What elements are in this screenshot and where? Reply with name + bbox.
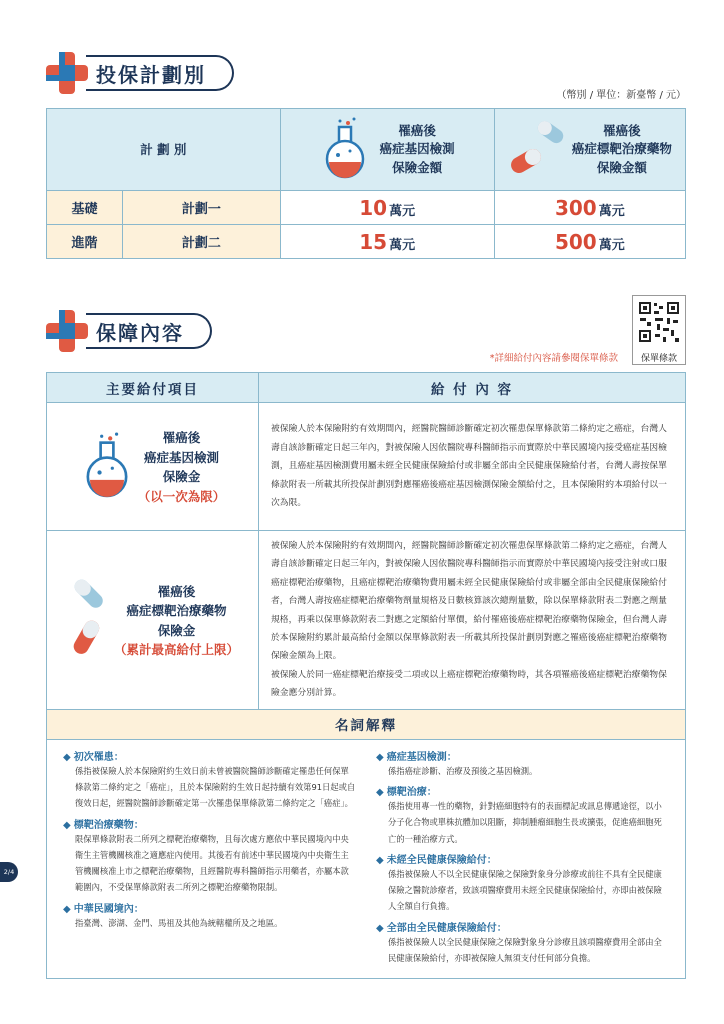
content-col-header: 給 付 內 容	[259, 373, 686, 403]
diamond-bullet-icon: ◆	[63, 751, 71, 763]
plan-name-cell: 計劃二	[123, 225, 281, 259]
diamond-bullet-icon: ◆	[376, 854, 384, 866]
term-item: ◆ 標靶治療： 係指使用專一性的藥物，針對癌細胞特有的表面標記或訊息傳遞途徑，以小分子化合物或單株抗體加以阻斷，抑制腫瘤細胞生長或擴張，促進癌細胞死亡的一種治療方式。	[376, 786, 662, 844]
page-number-tab: 2/4	[0, 862, 18, 882]
health-cross-icon	[44, 308, 90, 354]
terms-left-column	[63, 748, 356, 971]
term-item: ◆ 未經全民健康保險給付： 係指被保險人不以全民健康保險之保險對象身分診療或前往不具有全民健康保險之醫院診療者，致該項醫療費用未經全民健康保險給付，亦即由被保險人全額自行負擔。	[376, 854, 662, 912]
table-row	[47, 531, 686, 710]
tier-cell: 基礎	[47, 191, 123, 225]
diamond-bullet-icon: ◆	[376, 922, 384, 934]
term-item: ◆ 全部由全民健康保險給付： 係指被保險人以全民健康保險之保險對象身分診療且該項醫療費用全部由全民健康保險給付，亦即被保險人無須支付任何部分負擔。	[376, 922, 662, 964]
diamond-bullet-icon: ◆	[376, 751, 384, 763]
term-item: ◆ 中華民國境內： 指臺灣、澎湖、金門、馬祖及其他為統轄權所及之地區。	[63, 903, 283, 928]
plan-section-title-tab	[86, 55, 234, 91]
target-drug-item: 罹癌後 癌症標靶治療藥物 保險金 （累計最高給付上限）	[47, 531, 259, 710]
flask-icon	[80, 432, 134, 502]
gene-test-col-header: 罹癌後 癌症基因檢測 保險金額	[280, 109, 494, 191]
target-drug-col-header: 罹癌後 癌症標靶治療藥物 保險金額	[494, 109, 685, 191]
terms-title: 名詞解釋	[47, 709, 686, 739]
qr-label: 保單條款	[640, 354, 677, 364]
terms-panel	[47, 739, 686, 979]
table-row	[47, 403, 686, 531]
target-amount-cell: 500 萬元	[494, 225, 685, 259]
gene-test-item: 罹癌後 癌症基因檢測 保險金 （以一次為限）	[47, 403, 259, 531]
diamond-bullet-icon: ◆	[376, 786, 384, 798]
health-cross-icon	[44, 50, 90, 96]
policy-terms-qr[interactable]	[632, 295, 686, 365]
term-item: ◆ 癌症基因檢測： 係指癌症診斷、治療及預後之基因檢測。	[376, 751, 538, 776]
item-col-header: 主要給付項目	[47, 373, 259, 403]
flask-icon	[320, 117, 370, 183]
coverage-section-header	[44, 308, 212, 354]
terms-right-column	[376, 748, 669, 971]
gene-amount-cell: 10 萬元	[280, 191, 494, 225]
coverage-table	[46, 372, 686, 979]
table-row	[47, 225, 686, 259]
capsule-icon	[66, 575, 110, 665]
target-drug-description: 被保險人於本保險附約有效期間內，經醫院醫師診斷確定初次罹患保單條款第二條約定之癌症，台灣人壽自該診斷確定日起三年內，對被保險人因依醫院專科醫師指示而實際於中華民國境內接受注射或口服癌症標靶治療藥物，且癌症標靶治療藥物費用屬未經全民健康保險給付或非屬全部由全民健康保險給付者，台灣人壽按癌症標靶治療藥物劑量規格及日數核算該次總劑量數，除以保單條款附表二對應之劑量規格，再乘以保單條款附表二對應之定額給付單價，給付罹癌後癌症標靶治療藥物保險金，但台灣人壽於本保險附約累計最高給付金額以保單條款附表一所載其所投保計劃別對應之罹癌後癌症標靶治療藥物保險金額為上限。 被保險人於同一癌症標靶治療接受二項或以上癌症標靶治療藥物時，其各項罹癌後癌症標靶治療藥物保險金應分別計算。	[259, 531, 686, 710]
term-item: ◆ 初次罹患： 係指被保險人於本保險附約生效日前未曾被醫院醫師診斷確定罹患任何保單條款第二條約定之「癌症」，且於本保險附約生效日起持續有效第91日起或自復效日起，經醫院醫師診斷確定第一次罹患保單條款第二條約定之「癌症」。	[63, 751, 356, 809]
plan-col-header: 計 劃 別	[47, 109, 281, 191]
reference-note: *詳細給付內容請參閱保單條款	[489, 353, 618, 364]
diamond-bullet-icon: ◆	[63, 903, 71, 915]
term-item: ◆ 標靶治療藥物： 限保單條款附表二所列之標靶治療藥物，且每次處方應依中華民國境內中央衛生主管機關核准之適應症內使用。其後若有前述中華民國境內中央衛生主管機關核准上市之標靶治療藥物，且經醫院專科醫師指示用藥者，亦屬本款範圍內，不受保單條款附表二所列之標靶治療藥物限制。	[63, 819, 349, 893]
gene-limit-note: （以一次為限）	[137, 488, 226, 504]
diamond-bullet-icon: ◆	[63, 819, 71, 831]
plan-table	[46, 108, 686, 259]
coverage-section-title: 保障內容	[96, 320, 184, 345]
plan-section-header	[44, 50, 234, 96]
coverage-section-title-tab	[86, 313, 212, 349]
target-limit-note: （累計最高給付上限）	[113, 641, 239, 657]
capsule-icon	[508, 117, 564, 183]
gene-test-description: 被保險人於本保險附約有效期間內，經醫院醫師診斷確定初次罹患保單條款第二條約定之癌症，台灣人壽自該診斷確定日起三年內，對被保險人因依醫院專科醫師指示而實際於中華民國境內接受癌症基因檢測，且癌症基因檢測費用屬未經全民健康保險給付或非屬全部由全民健康保險給付者，台灣人壽按保單條款附表一所載其所投保計劃別對應罹癌後癌症基因檢測保險金額給付之，且本保險附約本項給付以一次為限。	[259, 403, 686, 531]
currency-unit-note: （幣別 / 單位：新臺幣 / 元）	[556, 90, 686, 101]
tier-cell: 進階	[47, 225, 123, 259]
plan-section-title: 投保計劃別	[96, 62, 206, 87]
table-row	[47, 191, 686, 225]
qr-code-icon	[637, 300, 681, 344]
target-amount-cell: 300 萬元	[494, 191, 685, 225]
gene-amount-cell: 15 萬元	[280, 225, 494, 259]
plan-name-cell: 計劃一	[123, 191, 281, 225]
